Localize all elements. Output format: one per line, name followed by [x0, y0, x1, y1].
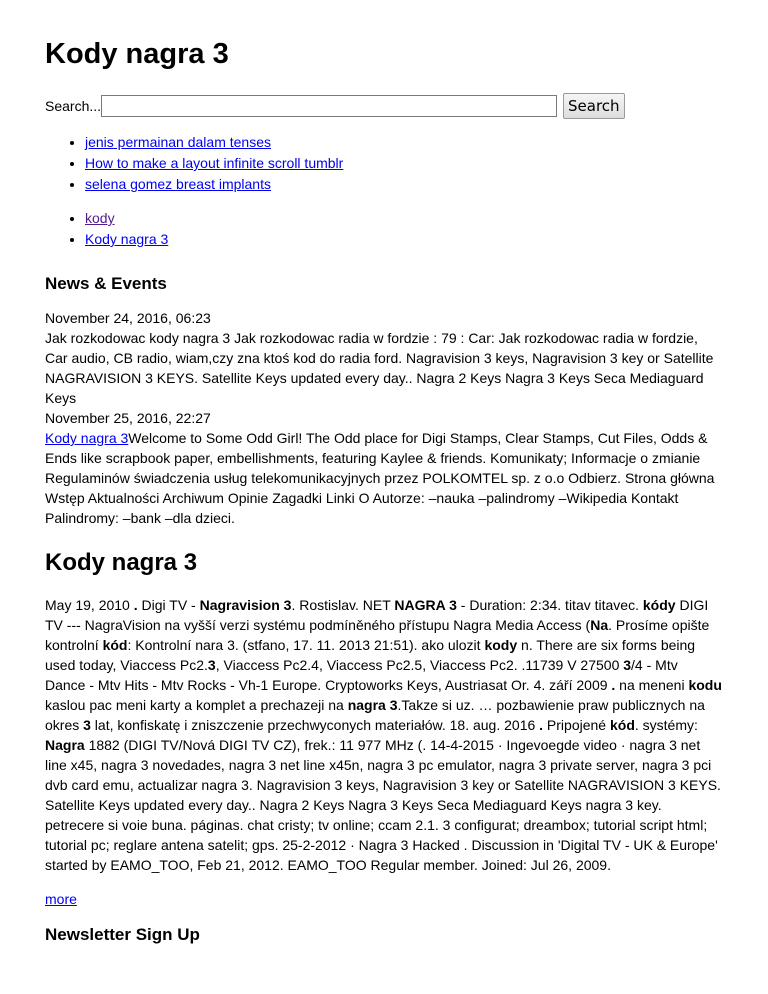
article-text: lat, konfiskatę i zniszczenie przechwyconych materiałów. 18. aug. 2016 [90, 717, 540, 733]
news-date-1: November 24, 2016, 06:23 [45, 310, 211, 326]
article-text: : Kontrolní nara 3. (stfano, 17. 11. 2013 21:51). ako ulozit [127, 637, 485, 653]
article-text: , Viaccess Pc2.4, Viaccess Pc2.5, Viaccess Pc2. .11739 V 27500 [215, 657, 624, 673]
article-keyword: kód [102, 637, 128, 653]
article-keyword: 3 [83, 717, 91, 733]
article-text: Pripojené [543, 717, 610, 733]
article-text: /4 - Mtv Dance - Mtv Hits - Mtv Rocks - Vh-1 Europe. Cryptoworks Keys, Austriasat Or. 4. září 2009 [45, 657, 678, 693]
newsletter-heading: Newsletter Sign Up [45, 925, 200, 944]
link-kody[interactable]: kody [85, 210, 115, 226]
article-keyword: Nagravision 3 [199, 597, 292, 613]
article-keyword: NAGRA 3 [394, 597, 457, 613]
news-section [45, 308, 722, 528]
article-text: .Takze si uz. … pozbawienie praw publicznych na okres [45, 697, 705, 733]
article-keyword: kodu [688, 677, 722, 693]
link-infinite-scroll[interactable]: How to make a layout infinite scroll tumblr [85, 155, 344, 171]
article-text: n. There are six forms being used today, Viaccess Pc2. [45, 637, 696, 673]
search-button[interactable]: Search [563, 93, 625, 119]
related-links-list [45, 132, 722, 195]
article-body [45, 595, 722, 875]
article-text: May 19, 2010 [45, 597, 134, 613]
article-keyword: Na [590, 617, 609, 633]
article-text: . systémy: [634, 717, 698, 733]
list-item [85, 229, 722, 250]
article-keyword: Nagra [45, 737, 85, 753]
article-text: . Prosíme opište kontrolní [45, 617, 710, 653]
article-keyword: . [133, 597, 138, 613]
article-text: DIGI TV --- NagraVision na vyšší verzi systému podmíněného přístupu Nagra Media Access ( [45, 597, 709, 633]
news-heading: News & Events [45, 274, 167, 293]
news-text-1: Jak rozkodowac kody nagra 3 Jak rozkodowac radia w fordzie : 79 : Car: Jak rozkodowac radia w fordzie, Car audio, CB radio, wiam,czy zna ktoś kod do radia ford. Nagravision 3 keys, Nagravision 3 key or Satellite NAGRAVISION 3 KEYS. Satellite Keys updated every day.. Nagra 2 Keys Nagra 3 Keys Seca Mediaguard Keys [45, 330, 714, 406]
article-keyword: kód [609, 717, 635, 733]
news-text-2: Welcome to Some Odd Girl! The Odd place for Digi Stamps, Clear Stamps, Cut Files, Odds & Ends like scrapbook paper, embellishments, featuring Kaylee & friends. Komunikaty; Informacje o zmianie Regulaminów świadczenia usług telekomunikacyjnych przez POLKOMTEL sp. z o.o Odbierz. Strona główna Wstęp Aktualności Archiwum Opinie Zagadki Linki O Autorze: –nauka –palindromy –Wikipedia Kontakt Palindromy: –bank –dla dzieci. [45, 430, 715, 526]
more-link[interactable]: more [45, 891, 77, 907]
article-text: na meneni [615, 677, 689, 693]
search-input[interactable] [101, 95, 557, 117]
article-text: 1882 (DIGI TV/Nová DIGI TV CZ), frek.: 11 977 MHz (. 14-4-2015 · Ingevoegde video · nagra 3 net line x45, nagra 3 novedades, nagra 3 net line x45n, nagra 3 pc emulator, nagra 3 private server, nagra 3 pci dvb card emu, actualizar nagra 3. Nagravision 3 keys, Nagravision 3 key or Satellite NAGRAVISION 3 KEYS. Satellite Keys updated every day.. Nagra 2 Keys Nagra 3 Keys Seca Mediaguard Keys nagra 3 key. petrecere si voie buna. páginas. chat cristy; tv online; ccam 2.1. 3 configurat; dreambox; tutorial script html; tutorial pc; reglare antena satelit; gps. 25-2-2012 · Nagra 3 Hacked . Discussion in 'Digital TV - UK & Europe' started by EAMO_TOO, Feb 21, 2012. EAMO_TOO Regular member. Joined: Jul 26, 2009. [45, 737, 721, 873]
link-kody-nagra-3[interactable]: Kody nagra 3 [85, 231, 169, 247]
news-link[interactable]: Kody nagra 3 [45, 430, 129, 446]
article-text: . Rostislav. NET [291, 597, 395, 613]
article-keyword: kódy [642, 597, 676, 613]
list-item [85, 132, 722, 153]
site-title: Kody nagra 3 [45, 38, 229, 70]
link-jenis-permainan[interactable]: jenis permainan dalam tenses [85, 134, 271, 150]
article-text: Digi TV - [137, 597, 200, 613]
news-item-2 [45, 428, 722, 528]
article-text: - Duration: 2:34. titav titavec. [456, 597, 643, 613]
list-item [85, 208, 722, 229]
article-keyword: nagra 3 [347, 697, 398, 713]
article-keyword: 3 [623, 657, 632, 673]
article-keyword: . [611, 677, 616, 693]
article-keyword: kody [484, 637, 518, 653]
news-date-2: November 25, 2016, 22:27 [45, 410, 211, 426]
list-item [85, 153, 722, 174]
search-form [45, 94, 722, 118]
article-keyword: . [539, 717, 544, 733]
article-keyword: 3 [207, 657, 216, 673]
list-item [85, 174, 722, 195]
article-text: kaslou pac meni karty a komplet a prechazeji na [45, 697, 348, 713]
link-selena-gomez[interactable]: selena gomez breast implants [85, 176, 271, 192]
breadcrumb-list [45, 208, 722, 250]
search-label: Search... [45, 98, 102, 114]
article-title: Kody nagra 3 [45, 549, 198, 576]
